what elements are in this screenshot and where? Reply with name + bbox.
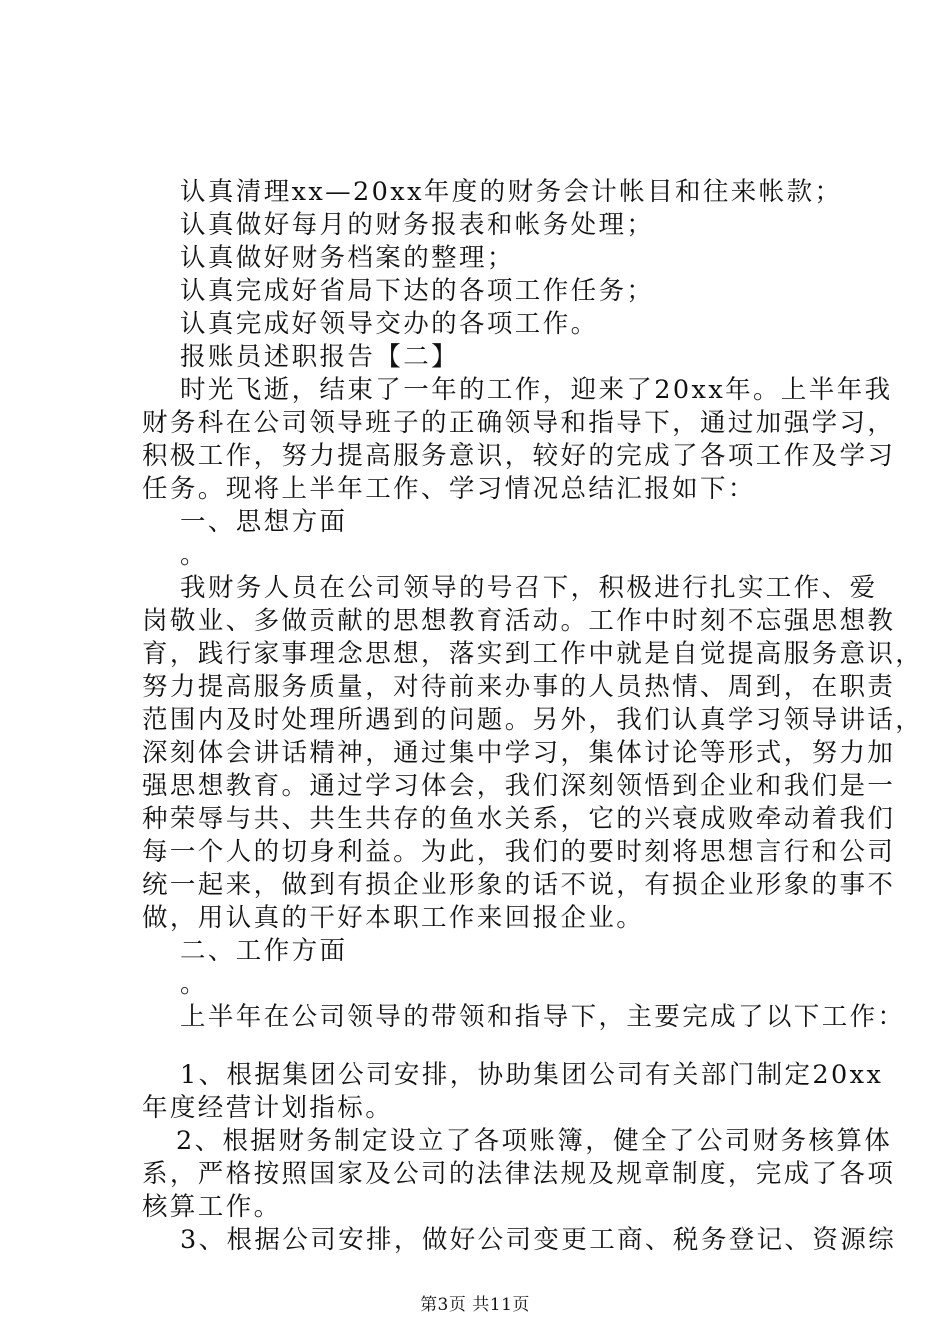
subsection-heading: 一、思想方面 [180, 507, 348, 537]
text-line: 统一起来，做到有损企业形象的话不说，有损企业形象的事不 [142, 870, 896, 900]
text-line: 认真完成好省局下达的各项工作任务； [180, 276, 655, 306]
text-line: 。 [180, 540, 208, 570]
text-line: 我财务人员在公司领导的号召下，积极进行扎实工作、爱 [180, 573, 878, 603]
text-line: 认真清理xx—20xx年度的财务会计帐目和往来帐款； [180, 177, 843, 207]
text-line: 年度经营计划指标。 [142, 1093, 394, 1123]
text-line: 努力提高服务质量，对待前来办事的人员热情、周到，在职责 [142, 672, 896, 702]
text-line: 种荣辱与共、共生共存的鱼水关系，它的兴衰成败牵动着我们 [142, 804, 896, 834]
text-line: 时光飞逝，结束了一年的工作，迎来了20xx年。上半年我 [180, 375, 893, 405]
text-line: 岗敬业、多做贡献的思想教育活动。工作中时刻不忘强思想教 [142, 606, 896, 636]
section-heading: 报账员述职报告【二】 [180, 342, 460, 372]
text-line: 育，践行家事理念思想，落实到工作中就是自觉提高服务意识， [142, 639, 924, 669]
text-line: 核算工作。 [142, 1192, 282, 1222]
text-line: 系，严格按照国家及公司的法律法规及规章制度，完成了各项 [142, 1159, 896, 1189]
subsection-heading: 二、工作方面 [180, 936, 348, 966]
text-line: 认真完成好领导交办的各项工作。 [180, 309, 599, 339]
text-line: 每一个人的切身利益。为此，我们的要时刻将思想言行和公司 [142, 837, 896, 867]
text-line: 任务。现将上半年工作、学习情况总结汇报如下： [142, 474, 756, 504]
text-line: 1、根据集团公司安排，协助集团公司有关部门制定20xx [180, 1060, 884, 1090]
text-line: 财务科在公司领导班子的正确领导和指导下，通过加强学习， [142, 408, 896, 438]
text-line: 认真做好每月的财务报表和帐务处理； [180, 210, 655, 240]
text-line: 深刻体会讲话精神，通过集中学习，集体讨论等形式，努力加 [142, 738, 896, 768]
text-line: 强思想教育。通过学习体会，我们深刻领悟到企业和我们是一 [142, 771, 896, 801]
text-line: 3、根据公司安排，做好公司变更工商、税务登记、资源综 [180, 1225, 897, 1255]
text-line: 做，用认真的干好本职工作来回报企业。 [142, 903, 645, 933]
text-line: 。 [180, 969, 208, 999]
text-line: 2、根据财务制定设立了各项账簿，健全了公司财务核算体 [176, 1126, 893, 1156]
text-line: 范围内及时处理所遇到的问题。另外，我们认真学习领导讲话， [142, 705, 924, 735]
page-footer: 第3页 共11页 [420, 1295, 530, 1315]
text-line: 认真做好财务档案的整理； [180, 243, 515, 273]
text-line: 上半年在公司领导的带领和指导下，主要完成了以下工作： [180, 1002, 906, 1032]
text-line: 积极工作，努力提高服务意识，较好的完成了各项工作及学习 [142, 441, 896, 471]
